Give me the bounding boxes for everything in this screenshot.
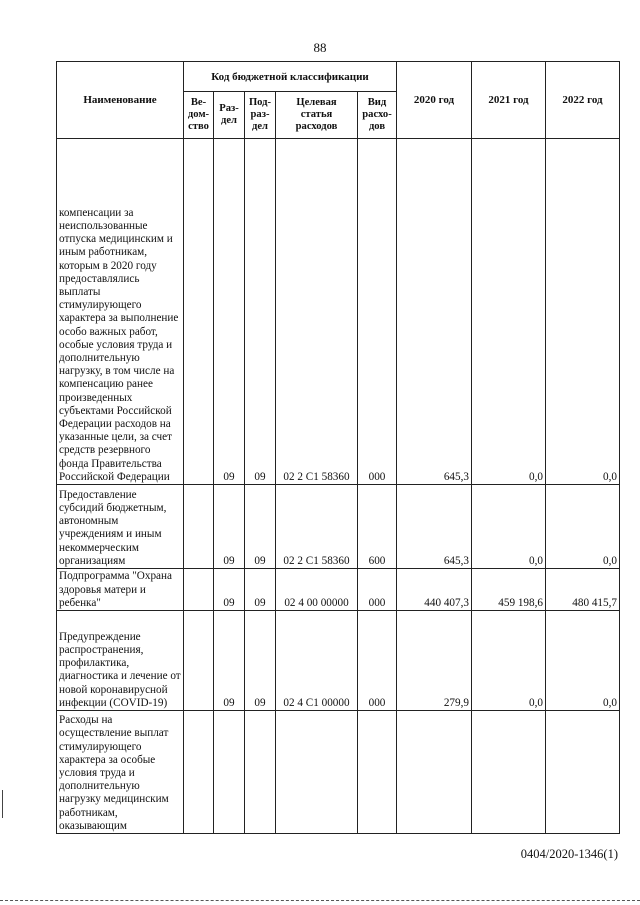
row-csr: 02 2 С1 58360 bbox=[276, 139, 358, 485]
row-csr bbox=[276, 711, 358, 834]
header-year-2021: 2021 год bbox=[472, 62, 546, 139]
row-razdel: 09 bbox=[214, 485, 245, 569]
row-2020: 440 407,3 bbox=[397, 569, 472, 611]
budget-table bbox=[56, 61, 620, 834]
row-vr: 000 bbox=[358, 139, 397, 485]
row-2022: 0,0 bbox=[546, 611, 620, 711]
header-ved: Ве- дом- ство bbox=[184, 92, 214, 139]
row-2022 bbox=[546, 711, 620, 834]
row-podrazdel: 09 bbox=[245, 485, 276, 569]
row-2020 bbox=[397, 711, 472, 834]
header-year-2022: 2022 год bbox=[546, 62, 620, 139]
row-2020: 645,3 bbox=[397, 485, 472, 569]
header-vr: Вид расхо- дов bbox=[358, 92, 397, 139]
header-podrazdel: Под- раз- дел bbox=[245, 92, 276, 139]
row-razdel: 09 bbox=[214, 569, 245, 611]
row-vr: 000 bbox=[358, 611, 397, 711]
row-vr: 000 bbox=[358, 569, 397, 611]
row-podrazdel bbox=[245, 711, 276, 834]
row-2021 bbox=[472, 711, 546, 834]
row-name: компенсации за неиспользованные отпуска медицинским и иным работникам, которым в 2020 году предоставлялись выплаты стимулирующего характера за выполнение особо важных работ, особые условия труда и дополнительную нагрузку, в том числе на компенсацию ранее произведенных субъектами Российской Федерации расходов на указанные цели, за счет средств резервного фонда Правительства Российской Федерации bbox=[57, 139, 184, 485]
table-row bbox=[57, 485, 620, 569]
table-row bbox=[57, 711, 620, 834]
header-code-group: Код бюджетной классификации bbox=[184, 62, 397, 92]
table-row bbox=[57, 569, 620, 611]
table-row bbox=[57, 611, 620, 711]
row-2021: 0,0 bbox=[472, 139, 546, 485]
row-2021: 459 198,6 bbox=[472, 569, 546, 611]
header-csr: Целевая статья расходов bbox=[276, 92, 358, 139]
row-csr: 02 4 С1 00000 bbox=[276, 611, 358, 711]
row-ved bbox=[184, 611, 214, 711]
row-podrazdel: 09 bbox=[245, 569, 276, 611]
header-year-2020: 2020 год bbox=[397, 62, 472, 139]
row-vr: 600 bbox=[358, 485, 397, 569]
row-2020: 279,9 bbox=[397, 611, 472, 711]
row-razdel: 09 bbox=[214, 139, 245, 485]
row-ved bbox=[184, 711, 214, 834]
row-csr: 02 4 00 00000 bbox=[276, 569, 358, 611]
row-2022: 0,0 bbox=[546, 139, 620, 485]
scan-edge-line bbox=[0, 900, 640, 901]
row-2021: 0,0 bbox=[472, 611, 546, 711]
row-ved bbox=[184, 139, 214, 485]
row-podrazdel: 09 bbox=[245, 611, 276, 711]
row-name: Предоставление субсидий бюджетным, автономным учреждениям и иным некоммерческим организациям bbox=[57, 485, 184, 569]
row-podrazdel: 09 bbox=[245, 139, 276, 485]
row-razdel: 09 bbox=[214, 611, 245, 711]
scan-margin-mark bbox=[2, 790, 3, 818]
row-2022: 0,0 bbox=[546, 485, 620, 569]
header-razdel: Раз- дел bbox=[214, 92, 245, 139]
row-csr: 02 2 С1 58360 bbox=[276, 485, 358, 569]
document-code: 0404/2020-1346(1) bbox=[520, 847, 618, 861]
row-2020: 645,3 bbox=[397, 139, 472, 485]
row-name: Расходы на осуществление выплат стимулирующего характера за особые условия труда и дополнительную нагрузку медицинским работникам, оказывающим bbox=[57, 711, 184, 834]
row-ved bbox=[184, 569, 214, 611]
table-row bbox=[57, 139, 620, 485]
row-name: Предупреждение распространения, профилактика, диагностика и лечение от новой коронавирусной инфекции (COVID-19) bbox=[57, 611, 184, 711]
row-vr bbox=[358, 711, 397, 834]
row-razdel bbox=[214, 711, 245, 834]
header-name: Наименование bbox=[57, 62, 184, 139]
row-ved bbox=[184, 485, 214, 569]
row-name: Подпрограмма "Охрана здоровья матери и ребенка" bbox=[57, 569, 184, 611]
row-2022: 480 415,7 bbox=[546, 569, 620, 611]
page-number: 88 bbox=[313, 40, 327, 55]
row-2021: 0,0 bbox=[472, 485, 546, 569]
